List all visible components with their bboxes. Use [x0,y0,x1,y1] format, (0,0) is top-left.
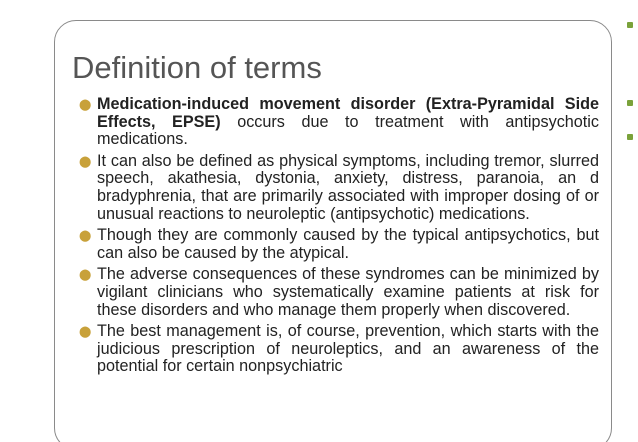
corner-accent-mark [627,22,633,28]
bullet-item [79,323,599,376]
bullet-item [79,227,599,262]
bullet-bold-text: Medication-induced movement disorder (Extra-Pyramidal Side Effects, EPSE) [97,95,599,131]
side-accent-mark [627,100,633,106]
bullet-icon: ⬤ [79,230,92,243]
bullet-icon: ⬤ [79,99,92,111]
bullet-text: occurs due to treatment with antipsychotic medications. [97,112,599,149]
bullet-item [79,153,599,223]
bullet-icon: ⬤ [79,326,92,339]
bullet-text: The adverse consequences of these syndromes can be minimized by vigilant clinicians who systematically examine patients at risk for these disorders and who manage them properly when discovered. [97,265,599,319]
slide-title: Definition of terms [72,50,322,85]
bullet-item [79,266,599,319]
side-accent-mark [627,134,633,140]
bullet-text: The best management is, of course, prevention, which starts with the judicious prescription of neuroleptics, and an awareness of the potential for certain nonpsychiatric [97,322,599,376]
bullet-icon: ⬤ [79,269,92,282]
bullet-item [79,96,599,149]
bullet-icon: ⬤ [79,155,92,168]
bullet-list [79,96,599,380]
bullet-text: It can also be defined as physical symptoms, including tremor, slurred speech, akathesia, dystonia, anxiety, distress, paranoia, an d bradyphrenia, that are primarily associated with improper dosing of or unusual reactions to neuroleptic (antipsychotic) medications. [97,151,599,223]
bullet-text: Though they are commonly caused by the typical antipsychotics, but can also be caused by the atypical. [97,226,599,262]
